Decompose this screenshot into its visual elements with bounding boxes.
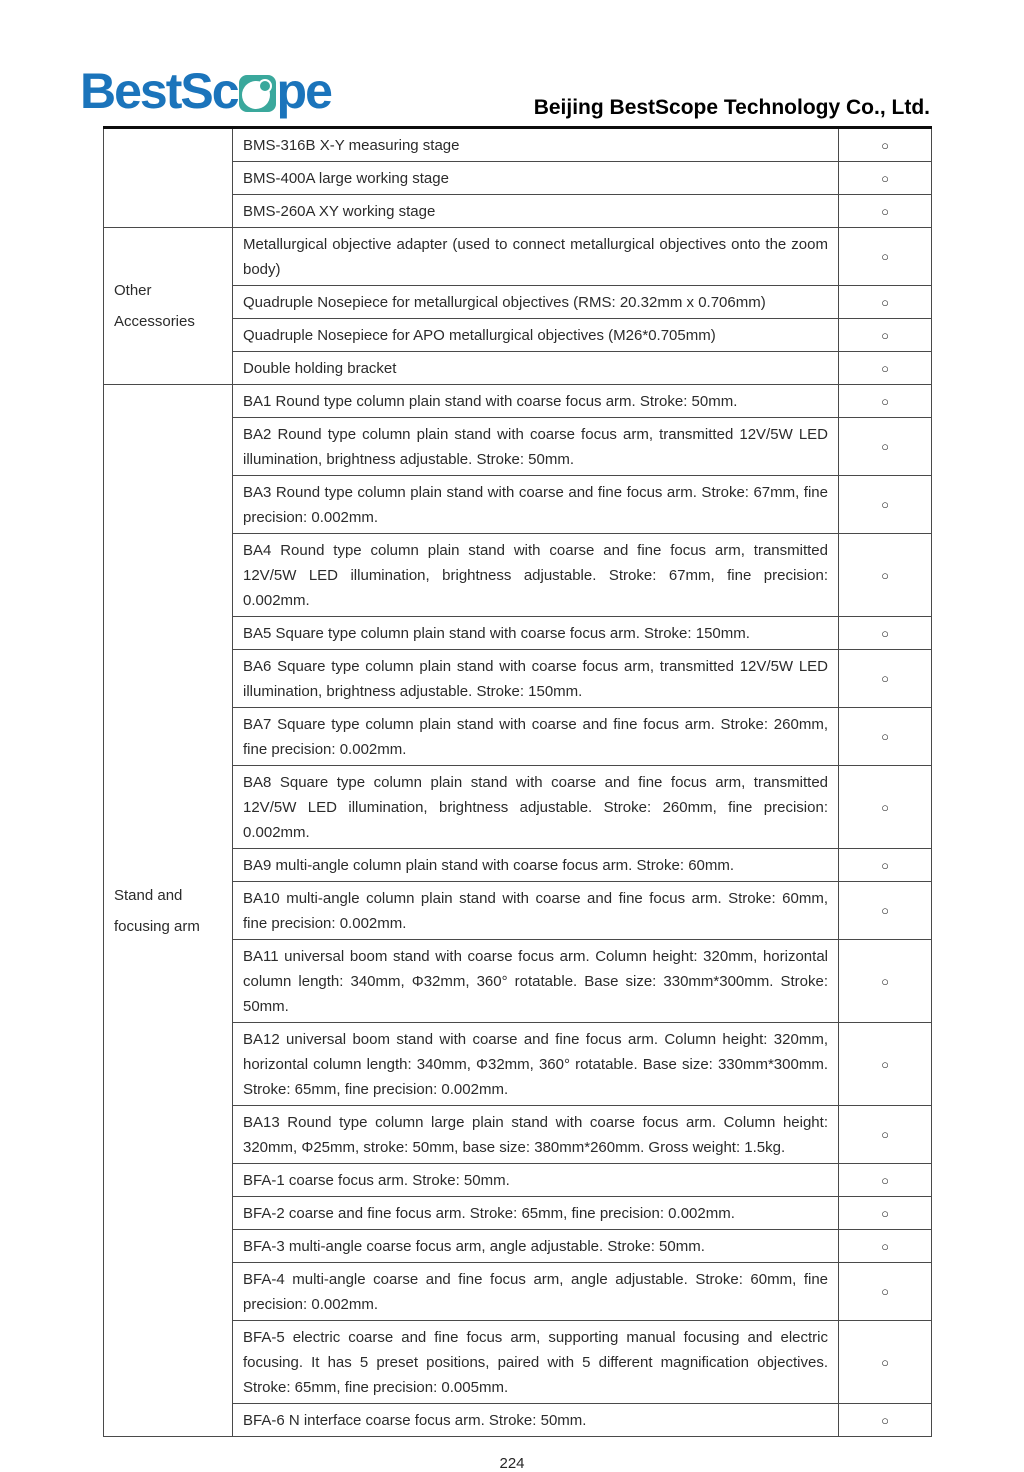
availability-marker: ○ (839, 195, 932, 228)
item-description-cell: BA7 Square type column plain stand with coarse and fine focus arm. Stroke: 260mm, fine precision: 0.002mm. (233, 708, 839, 766)
item-description-cell: BA2 Round type column plain stand with coarse focus arm, transmitted 12V/5W LED illumination, brightness adjustable. Stroke: 50mm. (233, 418, 839, 476)
availability-marker: ○ (839, 476, 932, 534)
item-description-cell: BFA-6 N interface coarse focus arm. Stroke: 50mm. (233, 1404, 839, 1437)
item-description-cell: BA12 universal boom stand with coarse and fine focus arm. Column height: 320mm, horizontal column length: 340mm, Φ32mm, 360° rotatable. Base size: 330mm*300mm. Stroke: 65mm, fine precision: 0.002mm. (233, 1023, 839, 1106)
company-name: Beijing BestScope Technology Co., Ltd. (533, 96, 930, 119)
item-description-cell: BA6 Square type column plain stand with coarse focus arm, transmitted 12V/5W LED illumination, brightness adjustable. Stroke: 150mm. (233, 650, 839, 708)
availability-marker: ○ (839, 385, 932, 418)
category-cell (104, 128, 233, 228)
availability-marker: ○ (839, 228, 932, 286)
item-description-cell: BA10 multi-angle column plain stand with coarse and fine focus arm. Stroke: 60mm, fine precision: 0.002mm. (233, 882, 839, 940)
bestscope-logo (80, 63, 331, 126)
availability-marker: ○ (839, 1404, 932, 1437)
availability-marker: ○ (839, 617, 932, 650)
logo-text-after: pe (276, 63, 331, 119)
logo-lens-icon (239, 75, 276, 112)
availability-marker: ○ (839, 1023, 932, 1106)
item-description-cell: BA4 Round type column plain stand with coarse and fine focus arm, transmitted 12V/5W LED illumination, brightness adjustable. Stroke: 67mm, fine precision: 0.002mm. (233, 534, 839, 617)
table-row (104, 228, 932, 286)
availability-marker: ○ (839, 708, 932, 766)
availability-marker: ○ (839, 650, 932, 708)
availability-marker: ○ (839, 849, 932, 882)
item-description-cell: BA11 universal boom stand with coarse focus arm. Column height: 320mm, horizontal column length: 340mm, Φ32mm, 360° rotatable. Base size: 330mm*300mm. Stroke: 50mm. (233, 940, 839, 1023)
item-description-cell: BFA-1 coarse focus arm. Stroke: 50mm. (233, 1164, 839, 1197)
accessories-table-body (104, 128, 932, 1437)
availability-marker: ○ (839, 418, 932, 476)
availability-marker: ○ (839, 882, 932, 940)
availability-marker: ○ (839, 940, 932, 1023)
item-description-cell: BA9 multi-angle column plain stand with coarse focus arm. Stroke: 60mm. (233, 849, 839, 882)
availability-marker: ○ (839, 1197, 932, 1230)
item-description-cell: BA3 Round type column plain stand with coarse and fine focus arm. Stroke: 67mm, fine precision: 0.002mm. (233, 476, 839, 534)
availability-marker: ○ (839, 1106, 932, 1164)
item-description-cell: BA8 Square type column plain stand with coarse and fine focus arm, transmitted 12V/5W LED illumination, brightness adjustable. Stroke: 260mm, fine precision: 0.002mm. (233, 766, 839, 849)
category-label-line: Accessories (114, 313, 195, 330)
item-description-cell: BA1 Round type column plain stand with coarse focus arm. Stroke: 50mm. (233, 385, 839, 418)
item-description-cell: BFA-5 electric coarse and fine focus arm, supporting manual focusing and electric focusing. It has 5 preset positions, paired with 5 different magnification objectives. Stroke: 65mm, fine precision: 0.005mm. (233, 1321, 839, 1404)
item-description-cell: BFA-3 multi-angle coarse focus arm, angle adjustable. Stroke: 50mm. (233, 1230, 839, 1263)
availability-marker: ○ (839, 534, 932, 617)
item-description-cell: BMS-316B X-Y measuring stage (233, 128, 839, 162)
category-label-line: Other (114, 282, 152, 299)
table-row (104, 385, 932, 418)
item-description-cell: Quadruple Nosepiece for metallurgical objectives (RMS: 20.32mm x 0.706mm) (233, 286, 839, 319)
logo-text-before: BestSc (80, 63, 238, 119)
table-row (104, 128, 932, 162)
item-description-cell: Double holding bracket (233, 352, 839, 385)
availability-marker: ○ (839, 1263, 932, 1321)
availability-marker: ○ (839, 352, 932, 385)
availability-marker: ○ (839, 286, 932, 319)
availability-marker: ○ (839, 1230, 932, 1263)
availability-marker: ○ (839, 766, 932, 849)
item-description-cell: Metallurgical objective adapter (used to connect metallurgical objectives onto the zoom body) (233, 228, 839, 286)
page-number: 224 (499, 1455, 525, 1472)
page-header (0, 0, 1024, 126)
category-cell (104, 228, 233, 385)
availability-marker: ○ (839, 162, 932, 195)
item-description-cell: BMS-400A large working stage (233, 162, 839, 195)
item-description-cell: BFA-4 multi-angle coarse and fine focus arm, angle adjustable. Stroke: 60mm, fine precision: 0.002mm. (233, 1263, 839, 1321)
availability-marker: ○ (839, 319, 932, 352)
availability-marker: ○ (839, 1321, 932, 1404)
availability-marker: ○ (839, 1164, 932, 1197)
item-description-cell: Quadruple Nosepiece for APO metallurgical objectives (M26*0.705mm) (233, 319, 839, 352)
item-description-cell: BA5 Square type column plain stand with coarse focus arm. Stroke: 150mm. (233, 617, 839, 650)
category-label-line: focusing arm (114, 917, 200, 935)
item-description-cell: BFA-2 coarse and fine focus arm. Stroke: 65mm, fine precision: 0.002mm. (233, 1197, 839, 1230)
item-description-cell: BMS-260A XY working stage (233, 195, 839, 228)
category-cell (104, 385, 233, 1437)
item-description-cell: BA13 Round type column large plain stand with coarse focus arm. Column height: 320mm, Φ25mm, stroke: 50mm, base size: 380mm*260mm. Gross weight: 1.5kg. (233, 1106, 839, 1164)
availability-marker: ○ (839, 128, 932, 162)
accessories-table (103, 126, 932, 1437)
category-label-line: Stand and (114, 886, 183, 904)
